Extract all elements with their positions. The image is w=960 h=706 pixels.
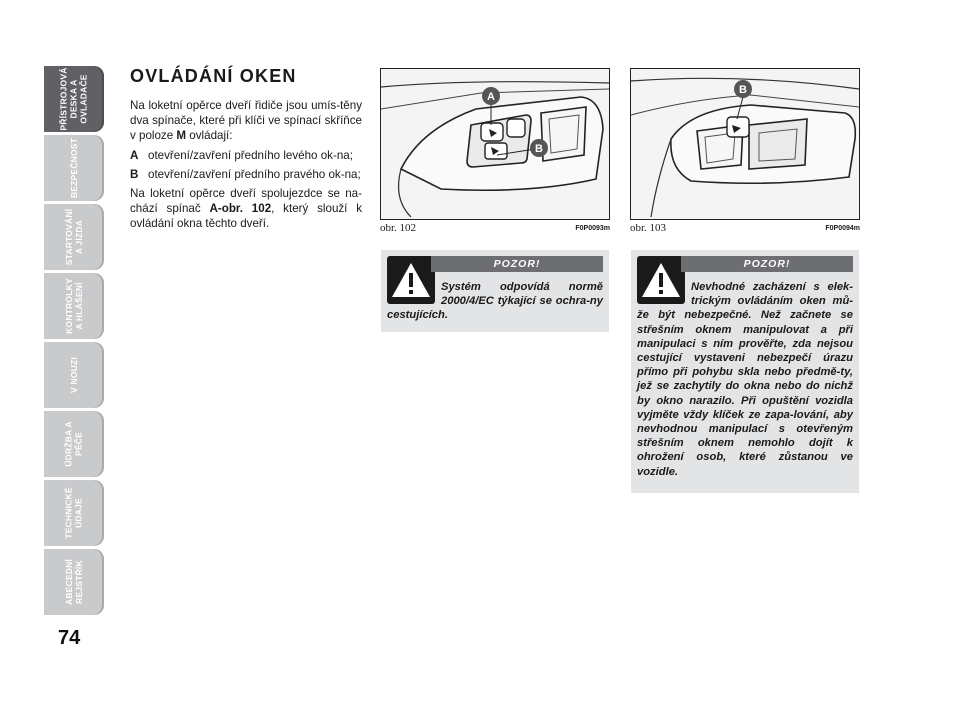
chapter-sidebar: [44, 66, 104, 618]
warning-box-window-operation: [631, 250, 859, 493]
list-key: A: [130, 149, 139, 163]
tab-startovani[interactable]: [44, 204, 104, 270]
figure-image: [630, 68, 860, 220]
warning-text: Nevhodné zacházení s elek-trickým ovládáním oken mů-že být nebezpečné. Než začnete se střešním oknem manipulovat a při manipulaci s ním prověřte, zda nejsou cestující vystaveni nebezpečí úrazu přímo při pohybu skla nebo předmě-ty, jež se zachytily do okna nebo do nichž by okno narazilo. Při opuštění vozidla vyjměte vždy klíček ze zapa-lování, aby nevhodnou manipulací s otevřeným střešním oknem nemohlo dojít k ohrožení osob, které zůstanou ve vozidle.: [637, 281, 853, 478]
tab-label: ABECEDNÍ REJSTŘÍK: [64, 559, 84, 605]
tab-label: BEZPEČNOST: [69, 137, 79, 199]
tab-label: PŘÍSTROJOVÁ DESKA A OVLADAČE: [59, 67, 90, 131]
tab-bezpecnost[interactable]: [44, 135, 104, 201]
tab-label: TECHNICKÉ ÚDAJE: [63, 487, 84, 539]
warning-triangle-icon: [387, 256, 435, 304]
figure-code: F0P0093m: [575, 224, 610, 232]
list-item-b: [130, 168, 362, 183]
tab-technicke-udaje[interactable]: [44, 480, 104, 546]
tab-kontrolky[interactable]: [44, 273, 104, 339]
page-number: 74: [58, 627, 81, 649]
figure-code: F0P0094m: [825, 224, 860, 232]
tab-v-nouzi[interactable]: [44, 342, 104, 408]
tab-label: KONTROLKY A HLÁŠENÍ: [63, 278, 84, 334]
list-key: B: [130, 168, 139, 182]
list-text: otevření/zavření předního levého ok-na;: [148, 149, 353, 163]
tab-label: ÚDRŽBA A PÉČE: [63, 421, 84, 467]
warning-heading: POZOR!: [431, 256, 603, 272]
main-text-column: [130, 66, 362, 237]
warning-box-standard: [381, 250, 609, 332]
passenger-paragraph: Na loketní opěrce dveří spolujezdce se na-chází spínač A-obr. 102, který slouží k ovládání okna těchto dveří.: [130, 186, 363, 230]
tab-label: V NOUZI: [69, 357, 79, 393]
intro-paragraph: Na loketní opěrce dveří řidiče jsou umís-těny dva spínače, které při klíči ve spínací skříňce v poloze M ovládají:: [130, 99, 362, 142]
tab-abecedni-rejstrik[interactable]: [44, 549, 104, 615]
figure-image: [380, 68, 610, 220]
warning-heading: POZOR!: [681, 256, 853, 272]
figure-caption: [630, 222, 860, 234]
tab-pristrojova-deska[interactable]: [44, 66, 104, 132]
list-text: otevření/zavření předního pravého ok-na;: [148, 168, 361, 182]
svg-text:A: A: [487, 91, 495, 103]
figure-103: [630, 68, 860, 234]
warning-triangle-icon: [637, 256, 685, 304]
svg-text:B: B: [739, 84, 747, 96]
warning-text: Systém odpovídá normě 2000/4/EC týkající se ochra-ny cestujících.: [387, 281, 603, 322]
figure-caption: [380, 222, 610, 234]
figure-label: obr. 103: [630, 222, 667, 234]
passenger-door-switch-illustration: [631, 69, 859, 219]
tab-udrzba[interactable]: [44, 411, 104, 477]
driver-door-switches-illustration: [381, 69, 609, 219]
figure-label: obr. 102: [380, 222, 417, 234]
tab-label: STARTOVÁNÍ A JÍZDA: [64, 208, 84, 266]
section-title: OVLÁDÁNÍ OKEN: [130, 66, 297, 86]
list-item-a: [130, 149, 362, 164]
svg-text:B: B: [535, 143, 543, 155]
figure-102: [380, 68, 610, 234]
